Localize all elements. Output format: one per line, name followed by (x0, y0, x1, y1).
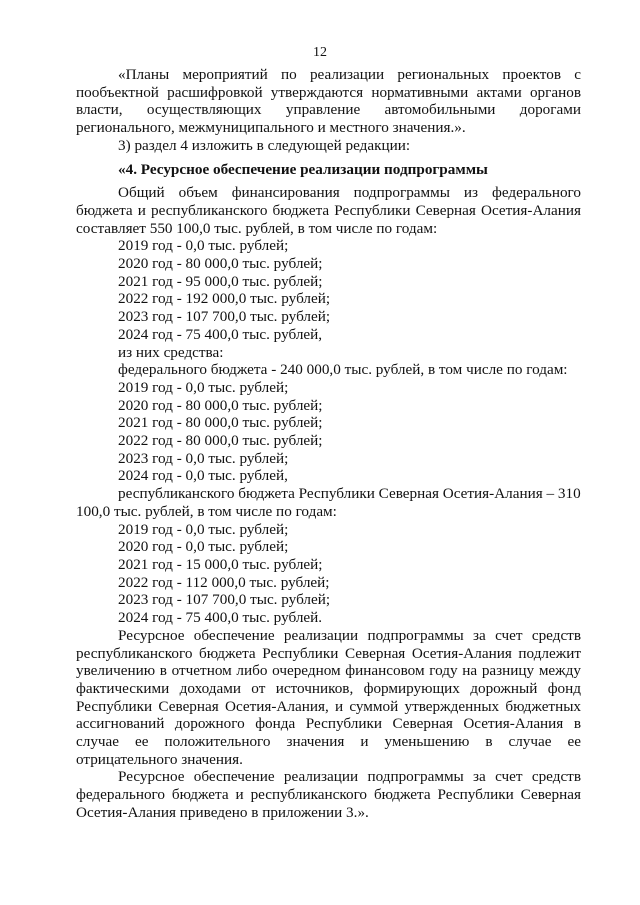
year-line: 2019 год - 0,0 тыс. рублей; (118, 520, 289, 538)
year-line: 2023 год - 0,0 тыс. рублей; (118, 449, 289, 467)
republic-years-list (76, 521, 581, 627)
year-line: 2020 год - 80 000,0 тыс. рублей; (118, 255, 323, 273)
year-line: 2024 год - 75 400,0 тыс. рублей. (118, 609, 323, 627)
year-line: 2023 год - 107 700,0 тыс. рублей; (118, 308, 331, 326)
year-line: 2021 год - 95 000,0 тыс. рублей; (118, 272, 323, 290)
clarification-paragraph: Ресурсное обеспечение реализации подпрограммы за счет средств республиканского бюджета Республики Северная Осетия-Алания подлежит увеличению в отчетном либо очередном финансовом году на разницу между фактическими доходами от источников, формирующих дорожный фонд Республики Северная Осетия-Алания, и суммой утвержденных бюджетных ассигнований дорожного фонда Республики Северная Осетия-Алания в случае ее положительного значения и уменьшению в случае ее отрицательного значения. (76, 626, 581, 768)
year-line: 2024 год - 75 400,0 тыс. рублей, (118, 325, 323, 343)
year-line: 2020 год - 0,0 тыс. рублей; (118, 538, 289, 556)
year-line: 2020 год - 80 000,0 тыс. рублей; (118, 396, 323, 414)
year-line: 2024 год - 0,0 тыс. рублей, (118, 467, 288, 485)
year-line: 2022 год - 80 000,0 тыс. рублей; (118, 432, 323, 450)
total-years-list (76, 237, 581, 343)
intro-paragraph: «Планы мероприятий по реализации региональных проектов с пообъектной расшифровкой утверждаются нормативными актами органов власти, осуществляющих управление автомобильными дорогами регионального, межмуниципального и местного значения.». (76, 66, 581, 137)
year-line: 2023 год - 107 700,0 тыс. рублей; (118, 591, 331, 609)
total-paragraph: Общий объем финансирования подпрограммы из федерального бюджета и республиканского бюджета Республики Северная Осетия-Алания составляет 550 100,0 тыс. рублей, в том числе по годам: (76, 184, 581, 237)
year-line: 2022 год - 192 000,0 тыс. рублей; (118, 290, 331, 308)
republic-budget-line: республиканского бюджета Республики Северная Осетия-Алания – 310 100,0 тыс. рублей, в том числе по годам: (76, 485, 581, 520)
year-line: 2022 год - 112 000,0 тыс. рублей; (118, 573, 330, 591)
section-instruction: 3) раздел 4 изложить в следующей редакции: (118, 136, 411, 154)
federal-years-list (76, 379, 581, 485)
appendix-paragraph: Ресурсное обеспечение реализации подпрограммы за счет средств федерального бюджета и республиканского бюджета Республики Северная Осетия-Алания приведено в приложении 3.». (76, 768, 581, 821)
document-body (76, 66, 581, 822)
federal-budget-line: федерального бюджета - 240 000,0 тыс. рублей, в том числе по годам: (118, 361, 568, 379)
year-line: 2019 год - 0,0 тыс. рублей; (118, 378, 289, 396)
year-line: 2019 год - 0,0 тыс. рублей; (118, 237, 289, 255)
page-number: 12 (313, 45, 327, 60)
of-which-label: из них средства: (118, 343, 224, 361)
section-heading: «4. Ресурсное обеспечение реализации подпрограммы (118, 160, 488, 178)
year-line: 2021 год - 15 000,0 тыс. рублей; (118, 555, 323, 573)
year-line: 2021 год - 80 000,0 тыс. рублей; (118, 414, 323, 432)
